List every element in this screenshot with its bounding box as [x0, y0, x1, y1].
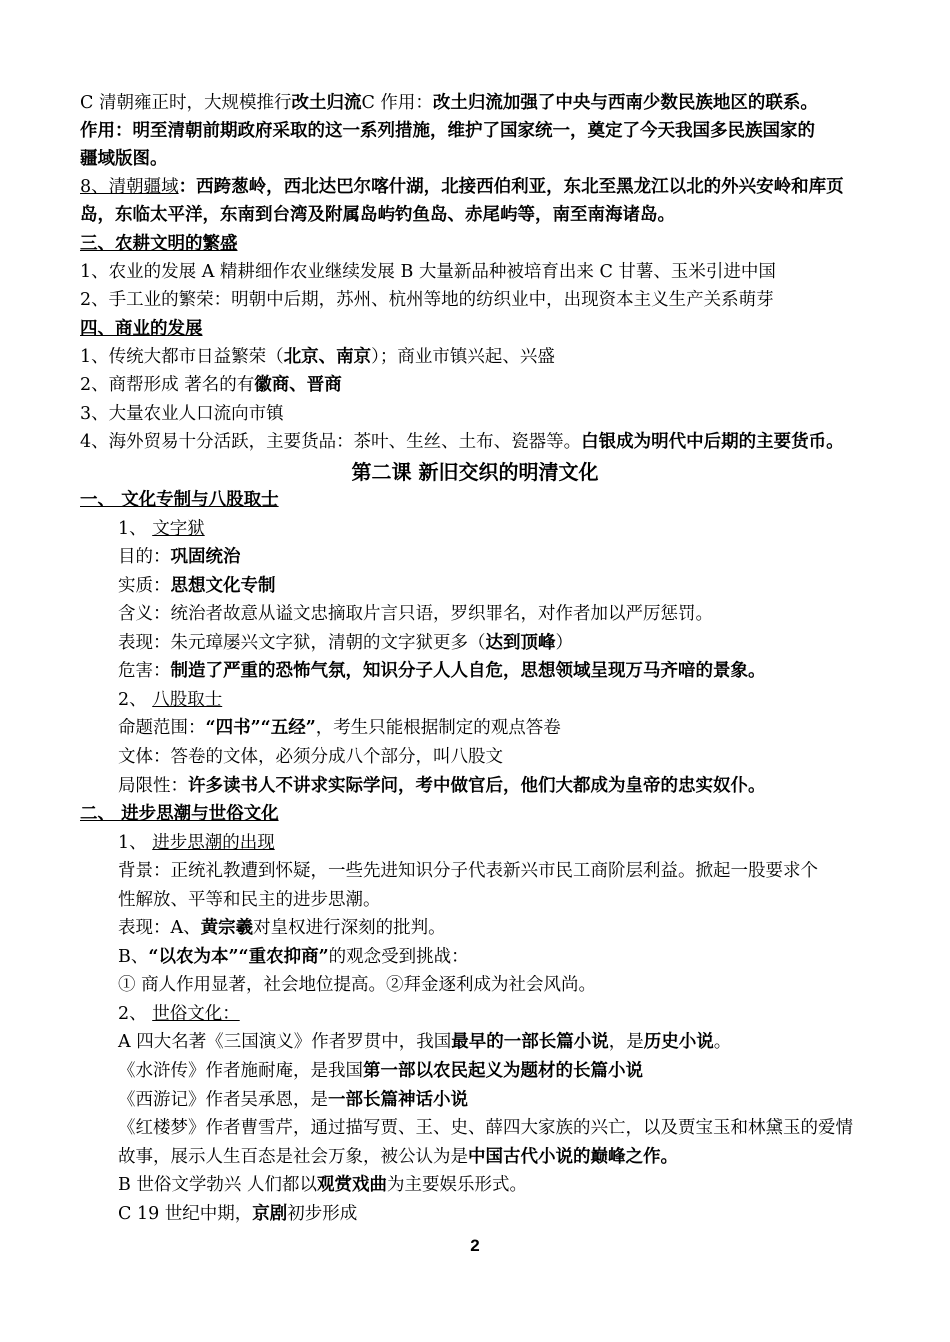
text-segment: ：西跨葱岭，西北达巴尔喀什湖，北接西伯利亚，东北至黑龙江以北的外兴安岭和库页 [178, 177, 844, 197]
text-segment: 改土归流加强了中央与西南少数民族地区的联系。 [432, 93, 818, 113]
lesson-two-line-19 [118, 1001, 240, 1027]
text-segment: ） [555, 632, 573, 653]
text-segment: 改土归流 [291, 93, 362, 113]
text-segment: 1、 [118, 832, 153, 853]
lesson-two-line-21 [118, 1058, 643, 1084]
section-top-line-2 [80, 118, 815, 144]
section-top-line-9 [80, 316, 203, 342]
text-segment: 1、传统大都市日益繁荣（ [80, 347, 284, 367]
section-top-line-7 [80, 259, 776, 285]
text-segment: 性解放、平等和民主的进步思潮。 [118, 889, 381, 910]
page-number: 2 [470, 1236, 480, 1255]
text-segment: 2、手工业的繁荣：明朝中后期，苏州、杭州等地的纺织业中，出现资本主义生产关系萌芽 [80, 290, 774, 310]
lesson-two-line-12 [80, 801, 279, 827]
text-segment: 四、商业的发展 [80, 319, 203, 339]
section-top-line-11 [80, 372, 342, 398]
lesson-two-line-7 [118, 658, 766, 684]
lesson-two-line-17 [118, 944, 469, 970]
text-segment: 背景：正统礼教遭到怀疑，一些先进知识分子代表新兴市民工商阶层利益。掀起一股要求个 [118, 861, 818, 882]
text-segment: 制造了严重的恐怖气氛，知识分子人人自危，思想领域呈现万马齐喑的景象。 [170, 661, 766, 682]
text-segment: 1、农业的发展 A 精耕细作农业继续发展 B 大量新品种被培育出来 C 甘薯、玉米引进中国 [80, 262, 776, 282]
text-segment: ，是 [608, 1032, 644, 1053]
section-top-line-4 [80, 174, 844, 200]
section-top-line-1 [80, 90, 818, 116]
text-segment: 一部长篇神话小说 [328, 1089, 468, 1110]
text-segment: 2、商帮形成 著名的有 [80, 375, 255, 395]
text-segment: 白银成为明代中后期的主要货币。 [581, 432, 844, 452]
text-segment: 1、 [118, 518, 153, 539]
text-segment: 目的： [118, 547, 171, 568]
text-segment: 巩固统治 [170, 547, 241, 568]
lesson-two-line-25 [118, 1172, 527, 1198]
text-segment: 进步思潮的出现 [152, 832, 275, 853]
text-segment: 北京、南京 [283, 347, 372, 367]
lesson-two-line-14 [118, 858, 818, 884]
text-segment: 作用：明至清朝前期政府采取的这一系列措施，维护了国家统一，奠定了今天我国多民族国家的 [80, 121, 815, 141]
text-segment: 表现：A、 [118, 918, 201, 939]
text-segment: 2、 [118, 689, 153, 710]
text-segment: 中国古代小说的巅峰之作。 [468, 1146, 678, 1167]
text-segment: 局限性： [118, 775, 188, 796]
text-segment: C 清朝雍正时，大规模推行 [80, 93, 292, 113]
text-segment: “四书”“五经” [205, 718, 316, 739]
section-top-line-13 [80, 429, 844, 455]
text-segment: 对皇权进行深刻的批判。 [253, 918, 446, 939]
lesson-two-line-24 [118, 1144, 678, 1170]
text-segment: A 四大名著《三国演义》作者罗贯中，我国 [118, 1032, 452, 1053]
text-segment: 三、农耕文明的繁盛 [80, 234, 238, 254]
text-segment: 《水浒传》作者施耐庵，是我国 [118, 1061, 363, 1081]
lesson-two-line-23 [118, 1115, 853, 1141]
lesson-two-line-2 [118, 516, 205, 542]
section-top-line-10 [80, 344, 555, 370]
text-segment: “以农为本”“重农抑商” [148, 946, 329, 967]
text-segment: 。 [713, 1032, 732, 1053]
text-segment: ，考生只能根据制定的观点答卷 [315, 718, 561, 739]
text-segment: C 19 世纪中期， [118, 1203, 253, 1224]
text-segment: 表现：朱元璋屡兴文字狱，清朝的文字狱更多（ [118, 632, 486, 653]
text-segment: 岛，东临太平洋，东南到台湾及附属岛屿钓鱼岛、赤尾屿等，南至南海诸岛。 [80, 205, 675, 225]
text-segment: 观赏戏曲 [317, 1175, 387, 1196]
lesson-two-line-6 [118, 630, 573, 656]
text-segment: 4、海外贸易十分活跃，主要货品：茶叶、生丝、土布、瓷器等。 [80, 432, 582, 452]
section-top-line-8 [80, 287, 774, 313]
lesson-two-line-22 [118, 1087, 468, 1113]
text-segment: C 作用： [361, 93, 433, 113]
text-segment: 达到顶峰 [485, 632, 556, 653]
text-segment: 徽商、晋商 [254, 375, 342, 395]
text-segment: 历史小说 [643, 1032, 714, 1053]
text-segment: 文体：答卷的文体，必须分成八个部分，叫八股文 [118, 746, 503, 767]
text-segment: B、 [118, 946, 149, 967]
section-top-line-6 [80, 231, 238, 257]
text-segment: 3、大量农业人口流向市镇 [80, 404, 284, 424]
text-segment: 世俗文化： [152, 1003, 240, 1024]
text-segment: 故事，展示人生百态是社会万象，被公认为是 [118, 1146, 468, 1167]
text-segment: 最早的一部长篇小说 [451, 1032, 609, 1053]
text-segment: B 世俗文学勃兴 人们都以 [118, 1175, 317, 1196]
lesson-two-line-5 [118, 601, 713, 627]
text-segment: 《红楼梦》作者曹雪芹，通过描写贾、王、史、薛四大家族的兴亡，以及贾宝玉和林黛玉的爱情 [118, 1118, 853, 1139]
text-segment: 危害： [118, 661, 171, 682]
lesson-two-line-10 [118, 744, 503, 770]
text-segment: 二、 进步思潮与世俗文化 [80, 804, 279, 825]
text-segment: 命题范围： [118, 718, 206, 739]
lesson-title: 第二课 新旧交织的明清文化 [351, 460, 599, 484]
section-top-line-3 [80, 146, 168, 172]
text-segment: 含义：统治者故意从谥文忠摘取片言只语，罗织罪名，对作者加以严厉惩罚。 [118, 604, 713, 625]
lesson-two-line-8 [118, 687, 222, 713]
lesson-two-line-13 [118, 830, 275, 856]
lesson-two-line-11 [118, 773, 766, 799]
text-segment: 初步形成 [287, 1203, 358, 1224]
section-top-line-5 [80, 202, 675, 228]
text-segment: 京剧 [252, 1203, 288, 1224]
lesson-two-line-26 [118, 1201, 357, 1227]
lesson-two-line-15 [118, 887, 381, 913]
lesson-two-line-16 [118, 915, 446, 941]
text-segment: 许多读书人不讲求实际学问，考中做官后，他们大都成为皇帝的忠实奴仆。 [188, 775, 766, 796]
text-segment: 8、清朝疆域 [80, 177, 179, 197]
text-segment: 八股取士 [152, 689, 223, 710]
text-segment: ① 商人作用显著，社会地位提高。②拜金逐利成为社会风尚。 [118, 975, 597, 996]
lesson-two-line-1 [80, 487, 279, 513]
text-segment: 2、 [118, 1003, 153, 1024]
lesson-two-line-4 [118, 573, 276, 599]
text-segment: 的观念受到挑战： [328, 946, 469, 967]
text-segment: 文字狱 [152, 518, 205, 539]
text-segment: 第一部以农民起义为题材的长篇小说 [363, 1061, 643, 1081]
text-segment: 黄宗羲 [200, 918, 254, 939]
text-segment: 疆域版图。 [80, 149, 168, 169]
text-segment: 《西游记》作者吴承恩，是 [118, 1089, 328, 1110]
lesson-two-line-9 [118, 715, 561, 741]
lesson-two-line-3 [118, 544, 241, 570]
lesson-two-line-18 [118, 972, 596, 998]
text-segment: ）；商业市镇兴起、兴盛 [371, 347, 555, 367]
section-top-line-12 [80, 401, 284, 427]
text-segment: 实质： [118, 575, 171, 596]
text-segment: 思想文化专制 [170, 575, 276, 596]
lesson-two-line-20 [118, 1029, 731, 1055]
text-segment: 为主要娱乐形式。 [387, 1175, 527, 1196]
text-segment: 一、 文化专制与八股取士 [80, 490, 279, 510]
